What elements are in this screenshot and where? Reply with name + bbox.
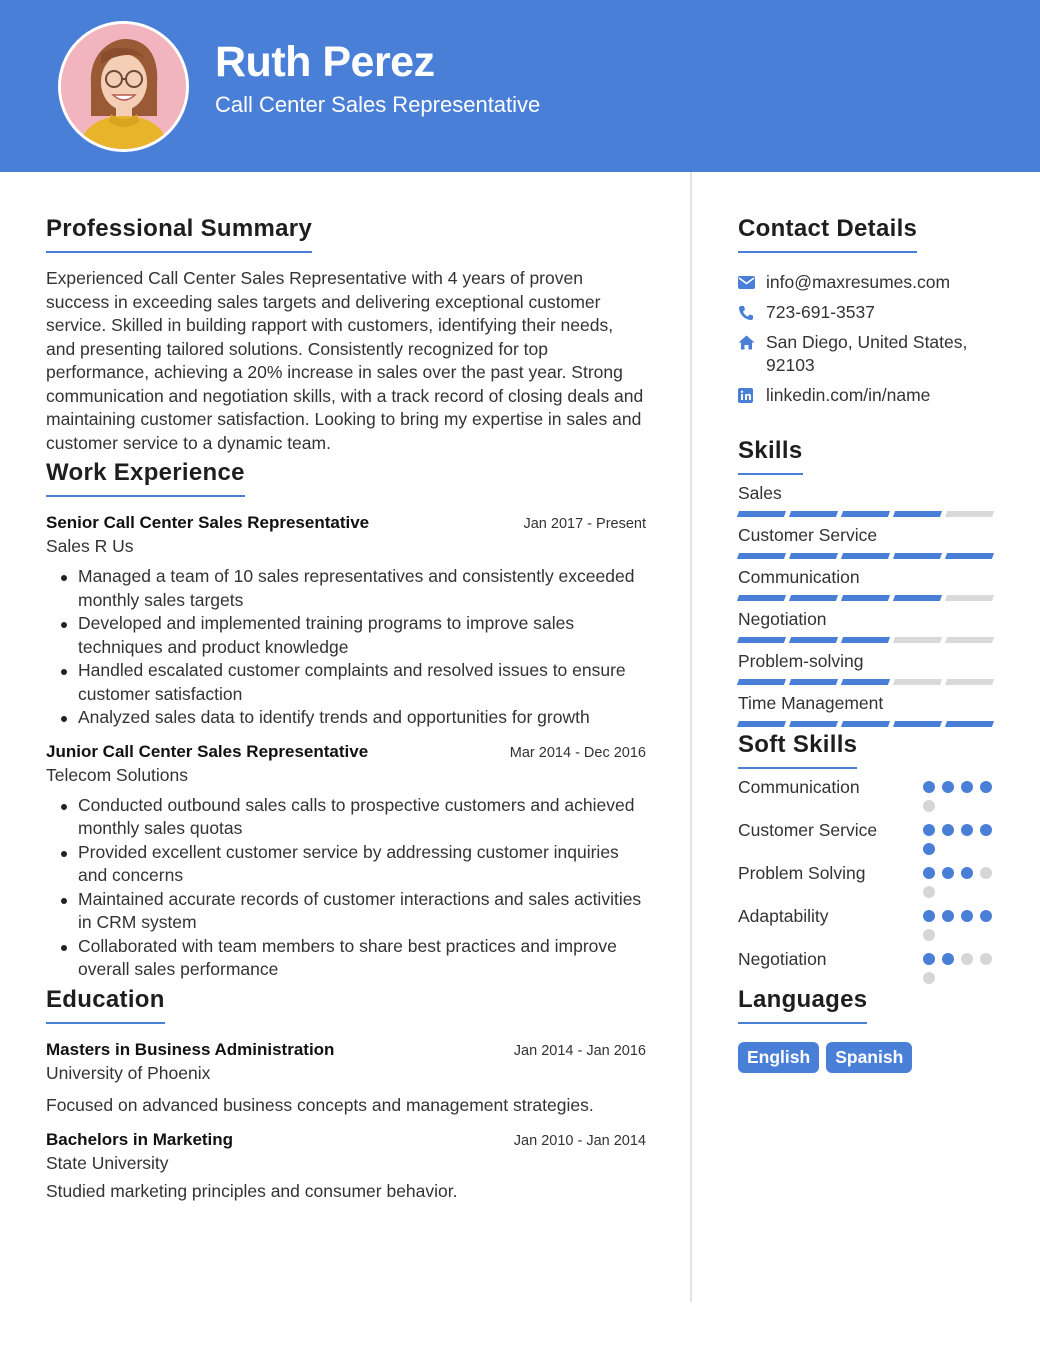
contact-linkedin[interactable] [738,384,998,407]
language-badge: Spanish [826,1042,912,1073]
contact-email-text: info@maxresumes.com [766,272,951,292]
rating-dot [923,910,935,922]
rating-dot [980,910,992,922]
bullet-item: Managed a team of 10 sales representatives and consistently exceeded monthly sales targets [78,565,646,612]
skill-level-segment [737,595,786,601]
skill-level-segment [841,511,890,517]
job-bullets [46,794,646,982]
contact-address [738,331,998,377]
summary-section [46,215,646,455]
soft-skill-rating [923,775,998,812]
education-entry [46,1130,646,1202]
header-banner [0,0,1040,172]
contact-phone-text: 723-691-3537 [766,302,875,322]
skill-item [738,651,998,685]
rating-dot [923,781,935,793]
job-title: Senior Call Center Sales Representative [46,513,370,532]
candidate-name: Ruth Perez [215,38,435,86]
section-heading: Professional Summary [46,215,312,253]
skill-level-segment [737,721,786,727]
job-entry [46,513,646,730]
skill-level-segment [737,637,786,643]
skill-level-segment [945,553,994,559]
rating-dot [980,824,992,836]
job-date: Jan 2017 - Present [523,516,646,532]
education-description: Studied marketing principles and consumer behavior. [46,1180,458,1201]
skill-level-bar [738,595,998,601]
skill-level-segment [841,637,890,643]
bullet-item: Conducted outbound sales calls to prospective customers and achieved monthly sales quotas [78,794,646,841]
soft-skill-item [738,861,998,898]
rating-dot [923,824,935,836]
soft-skill-label: Communication [738,777,860,797]
soft-skill-rating [923,818,998,855]
job-bullets [46,565,646,730]
skill-level-segment [789,637,838,643]
soft-skill-item [738,775,998,812]
rating-dot [923,843,935,855]
soft-skill-label: Adaptability [738,906,829,926]
rating-dot [980,953,992,965]
skill-label: Sales [738,483,782,503]
school-name: State University [46,1152,169,1173]
education-entry [46,1040,646,1116]
school-name: University of Phoenix [46,1062,211,1083]
languages-section [738,986,998,1073]
rating-dot [923,800,935,812]
skill-item [738,609,998,643]
job-title: Junior Call Center Sales Representative [46,741,369,761]
bullet-item: Developed and implemented training programs to improve sales techniques and product knowledge [78,612,646,659]
summary-text: Experienced Call Center Sales Representative with 4 years of proven success in exceeding sales targets and delivering exceptional customer service. Skilled in building rapport with customers, identifying their needs, and presenting tailored solutions. Consistently recognized for top performance, achieving a 20% increase in sales over the past year. Strong communication and negotiation skills, with a track record of closing deals and maintaining customer satisfaction. Looking to bring my expertise in sales and customer service to a dynamic team. [46,268,644,453]
linkedin-icon [738,384,766,407]
contact-phone[interactable] [738,301,998,324]
skill-item [738,525,998,559]
skill-level-segment [945,721,994,727]
soft-skill-rating [923,904,998,941]
rating-dot [923,867,935,879]
skill-level-segment [789,595,838,601]
skill-level-bar [738,679,998,685]
soft-skill-label: Negotiation [738,949,827,969]
skill-level-segment [789,679,838,685]
skill-level-segment [945,595,994,601]
skill-level-segment [893,679,942,685]
rating-dot [923,972,935,984]
section-heading: Contact Details [738,215,917,253]
bullet-item: Maintained accurate records of customer interactions and sales activities in CRM system [78,888,646,935]
degree-title: Masters in Business Administration [46,1039,335,1059]
rating-dot [980,867,992,879]
rating-dot [942,867,954,879]
section-heading: Education [46,986,165,1024]
rating-dot [961,781,973,793]
skill-level-segment [945,511,994,517]
section-heading: Languages [738,986,867,1024]
rating-dot [923,886,935,898]
soft-skill-item [738,818,998,855]
rating-dot [980,781,992,793]
education-date: Jan 2014 - Jan 2016 [513,1042,646,1059]
soft-skill-item [738,904,998,941]
skill-level-segment [841,679,890,685]
skill-level-segment [737,511,786,517]
skill-level-segment [893,595,942,601]
contact-section [738,215,998,407]
skill-item [738,567,998,601]
person-portrait-icon [61,24,186,149]
skill-label: Communication [738,567,860,587]
skill-label: Problem-solving [738,651,864,671]
contact-linkedin-text: linkedin.com/in/name [766,385,931,405]
skills-section [738,437,998,727]
skill-level-bar [738,553,998,559]
skill-label: Customer Service [738,525,878,545]
skill-level-segment [737,679,786,685]
section-heading: Work Experience [46,459,245,497]
skill-level-segment [945,679,994,685]
bullet-item: Provided excellent customer service by addressing customer inquiries and concerns [78,841,646,888]
skill-level-segment [737,553,786,559]
soft-skill-label: Problem Solving [738,863,866,883]
skill-level-segment [789,721,838,727]
section-heading: Soft Skills [738,731,857,769]
skill-level-segment [789,553,838,559]
skill-level-segment [841,553,890,559]
skill-label: Time Management [738,693,884,713]
rating-dot [942,953,954,965]
soft-skill-rating [923,861,998,898]
soft-skills-section [738,731,998,984]
rating-dot [961,824,973,836]
envelope-icon [738,271,766,294]
skill-level-segment [893,511,942,517]
soft-skill-item [738,947,998,984]
skill-level-segment [841,721,890,727]
contact-address-text: San Diego, United States, 92103 [766,332,968,375]
language-badge: English [738,1042,819,1073]
bullet-item: Handled escalated customer complaints and resolved issues to ensure customer satisfaction [78,659,646,706]
rating-dot [961,910,973,922]
skill-level-bar [738,511,998,517]
skill-item [738,693,998,727]
job-date: Mar 2014 - Dec 2016 [509,744,646,761]
soft-skill-label: Customer Service [738,820,878,840]
skill-level-segment [789,511,838,517]
skill-level-segment [893,553,942,559]
skill-label: Negotiation [738,609,827,629]
skill-level-segment [893,637,942,643]
contact-email[interactable] [738,271,998,294]
bullet-item: Collaborated with team members to share best practices and improve overall sales performance [78,935,646,982]
rating-dot [942,910,954,922]
soft-skill-rating [923,947,998,984]
rating-dot [942,781,954,793]
phone-icon [738,301,766,324]
bullet-item: Analyzed sales data to identify trends and opportunities for growth [78,706,646,730]
rating-dot [923,953,935,965]
skill-item [738,483,998,517]
job-company: Sales R Us [46,536,134,556]
sidebar-column [738,215,998,1073]
home-icon [738,331,766,354]
rating-dot [961,867,973,879]
job-entry [46,742,646,982]
degree-title: Bachelors in Marketing [46,1129,234,1149]
skill-level-bar [738,637,998,643]
skill-level-bar [738,721,998,727]
profile-photo [58,21,189,152]
column-divider [690,172,692,1302]
rating-dot [942,824,954,836]
skill-level-segment [893,721,942,727]
education-section [46,986,646,1202]
skill-level-segment [945,637,994,643]
job-company: Telecom Solutions [46,764,189,785]
section-heading: Skills [738,437,803,475]
rating-dot [961,953,973,965]
main-column [46,215,646,1202]
skill-level-segment [841,595,890,601]
candidate-title: Call Center Sales Representative [215,92,541,117]
rating-dot [923,929,935,941]
experience-section [46,459,646,982]
education-description: Focused on advanced business concepts and management strategies. [46,1094,594,1115]
education-date: Jan 2010 - Jan 2014 [513,1132,646,1149]
